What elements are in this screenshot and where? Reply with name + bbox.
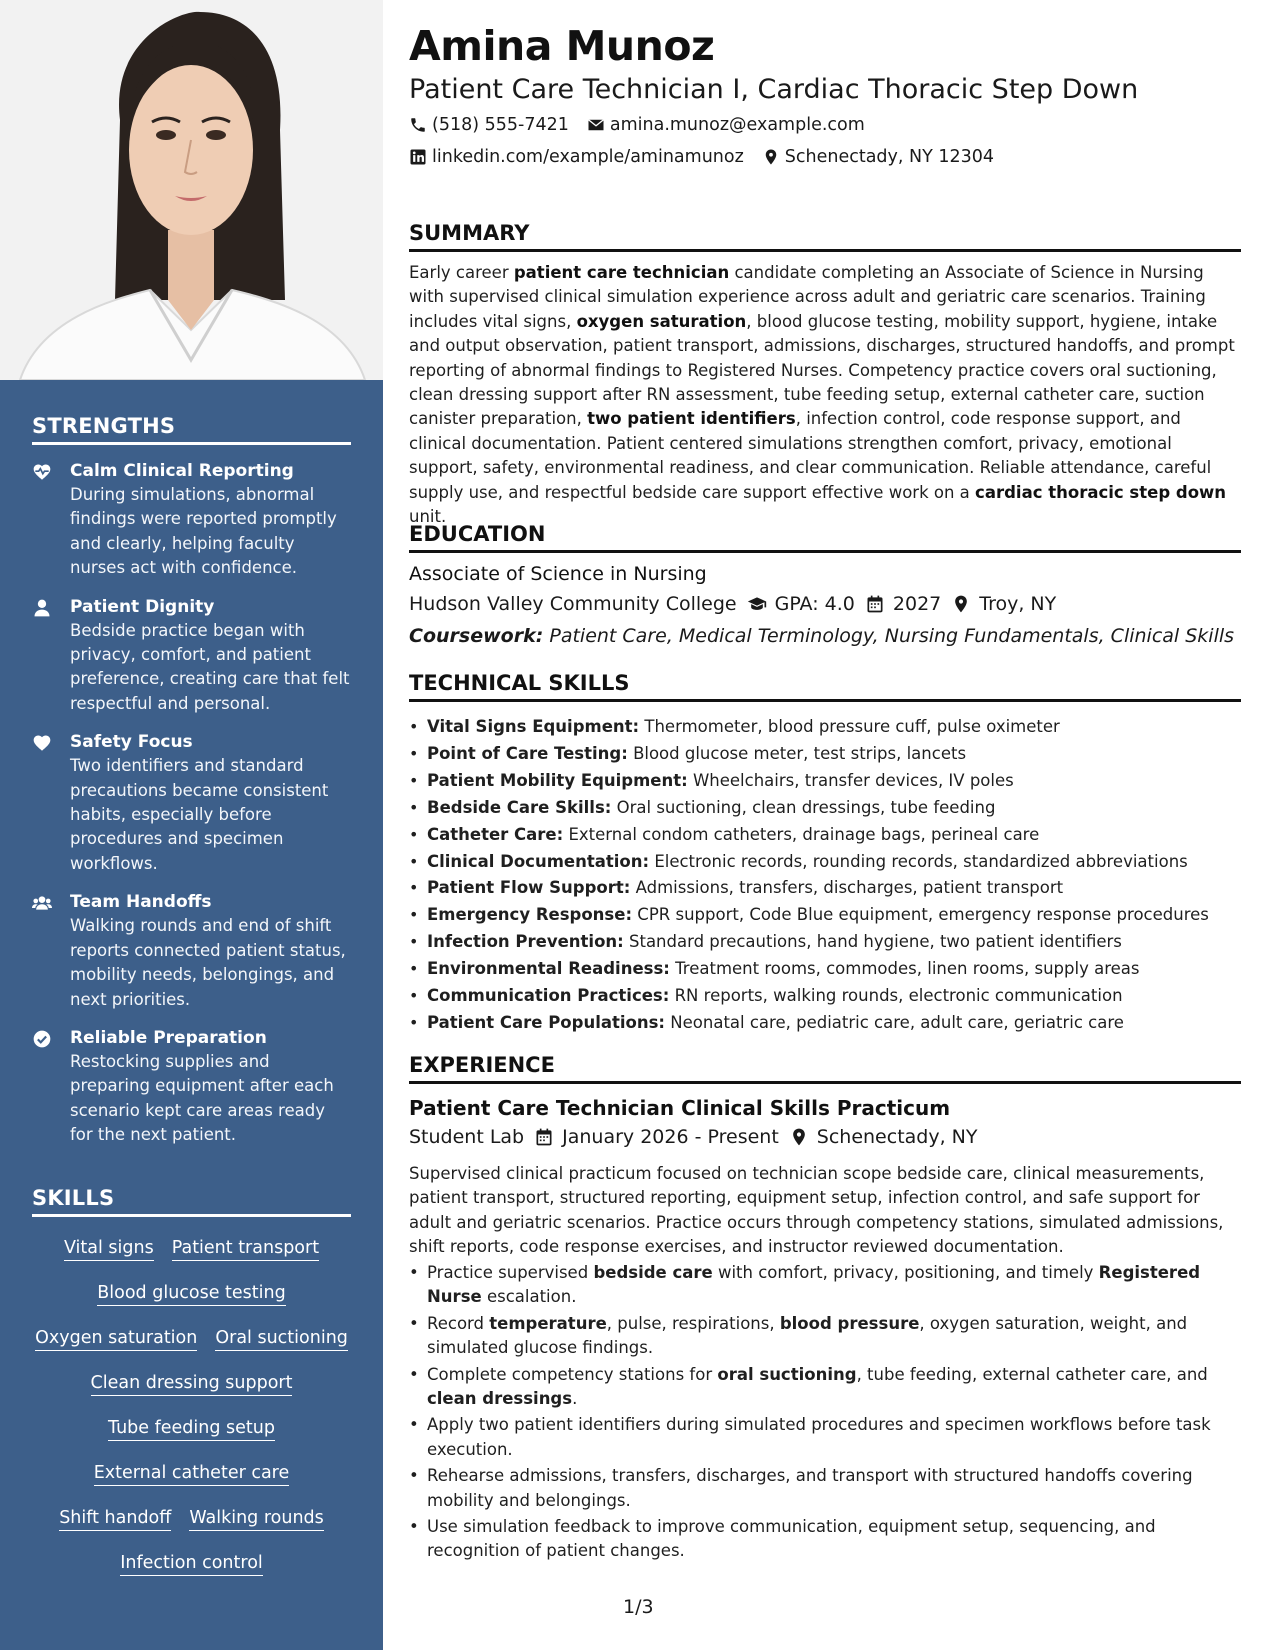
list-item (409, 1363, 1241, 1412)
graduation-year: 2027 (892, 593, 942, 615)
experience-location: Schenectady, NY (816, 1126, 978, 1148)
bold-text: cardiac thoracic step down (975, 482, 1227, 502)
bold-text: Registered Nurse (427, 1263, 1201, 1307)
heart-icon (32, 730, 70, 876)
experience-title: Patient Care Technician Clinical Skills Practicum (409, 1096, 951, 1120)
list-item: • Emergency Response: CPR support, Code Blue equipment, emergency response procedures (409, 902, 1241, 929)
skills-heading: SKILLS (32, 1186, 351, 1217)
text-run: , blood glucose testing, mobility support, hygiene, intake and output observation, patient transport, admissions, discharges, structured handoffs, and prompt reporting of abnormal findings to Registered Nurses. Competency practice covers oral suctioning, clean dressing support after RN assessment, tube feeding setup, external catheter care, suction canister preparation, (409, 311, 1235, 429)
check-circle-icon (32, 1026, 70, 1148)
coursework (409, 625, 1234, 647)
technical-skills-list (409, 714, 1241, 1037)
skills-section (32, 1186, 351, 1587)
map-pin-icon (951, 594, 971, 614)
experience-bullets (409, 1261, 1241, 1566)
skill-row (32, 1542, 351, 1587)
skill-row (32, 1227, 351, 1272)
skill-tag: Oral suctioning (215, 1328, 348, 1351)
text-run: , infection control, code response support, and clinical documentation. Patient centered simulations strengthen comfort, privacy, emotional support, safety, environmental readiness, and clear communication. Reliable attendance, careful supply use, and respectful bedside care support effective work on a (409, 409, 1212, 502)
text-run: Use simulation feedback to improve communication, equipment setup, sequencing, and recognition of patient changes. (427, 1517, 1156, 1561)
coursework-list: Patient Care, Medical Terminology, Nursing Fundamentals, Clinical Skills (549, 625, 1235, 647)
phone-icon (409, 116, 427, 134)
skill-tag: Patient transport (172, 1238, 319, 1261)
list-item: • Bedside Care Skills: Oral suctioning, clean dressings, tube feeding (409, 795, 1241, 822)
education-heading: EDUCATION (409, 522, 1241, 553)
bold-text: oral suctioning (717, 1364, 857, 1384)
technical-skills-heading: TECHNICAL SKILLS (409, 671, 1241, 702)
linkedin-contact[interactable] (409, 147, 744, 167)
strength-desc: Walking rounds and end of shift reports connected patient status, mobility needs, belongings, and next priorities. (70, 916, 346, 1009)
location-contact (762, 147, 994, 167)
coursework-label: Coursework: (409, 625, 544, 647)
experience-meta (409, 1126, 978, 1148)
bold-text: two patient identifiers (587, 409, 796, 429)
strength-title: Team Handoffs (70, 892, 212, 913)
list-item: • Point of Care Testing: Blood glucose meter, test strips, lancets (409, 741, 1241, 768)
degree-name: Associate of Science in Nursing (409, 563, 707, 585)
skill-tag: Clean dressing support (91, 1373, 293, 1396)
strength-title: Calm Clinical Reporting (70, 461, 294, 481)
bold-text: blood pressure (779, 1313, 920, 1333)
profile-photo (0, 0, 383, 380)
strength-title: Patient Dignity (70, 596, 215, 617)
strengths-section (32, 414, 351, 1148)
skill-row (32, 1452, 351, 1497)
skill-row (32, 1272, 351, 1317)
strength-item (32, 595, 351, 717)
portrait-image (0, 0, 383, 380)
text-run: unit. (409, 507, 447, 527)
list-item: • Infection Prevention: Standard precautions, hand hygiene, two patient identifiers (409, 929, 1241, 956)
calendar-icon (534, 1127, 554, 1147)
phone-text: (518) 555-7421 (432, 115, 569, 135)
text-run: Early career (409, 263, 514, 282)
list-item: • Catheter Care: External condom catheters, drainage bags, perineal care (409, 822, 1241, 849)
experience-heading: EXPERIENCE (409, 1053, 1241, 1084)
user-icon (32, 595, 70, 717)
list-item: • Patient Care Populations: Neonatal care, pediatric care, adult care, geriatric care (409, 1010, 1241, 1037)
gpa: GPA: 4.0 (774, 593, 855, 615)
text-run: Rehearse admissions, transfers, discharges, and transport with structured handoffs covering mobility and belongings. (427, 1466, 1193, 1510)
list-item: • Patient Mobility Equipment: Wheelchairs, transfer devices, IV poles (409, 768, 1241, 795)
skill-tag: Vital signs (64, 1238, 154, 1261)
list-item: • Communication Practices: RN reports, walking rounds, electronic communication (409, 983, 1241, 1010)
text-run: escalation. (481, 1287, 577, 1307)
bold-text: temperature (489, 1313, 607, 1333)
text-run: Practice supervised (427, 1263, 594, 1282)
strength-title: Safety Focus (70, 732, 193, 753)
linkedin-icon (409, 148, 427, 166)
bold-text: clean dressings (427, 1389, 573, 1409)
school-name: Hudson Valley Community College (409, 593, 737, 615)
calendar-icon (865, 594, 885, 614)
strength-item (32, 730, 351, 876)
text-run: Apply two patient identifiers during simulated procedures and specimen workflows before task execution. (427, 1415, 1211, 1459)
contact-row-2 (409, 147, 1012, 167)
strength-desc: During simulations, abnormal findings were reported promptly and clearly, helping faculty nurses act with confidence. (70, 485, 337, 578)
skill-row (32, 1317, 351, 1362)
skill-tag: Infection control (120, 1553, 263, 1576)
sidebar (0, 0, 383, 1650)
strength-item (32, 890, 351, 1012)
skill-row (32, 1407, 351, 1452)
list-item (409, 1413, 1241, 1462)
phone-contact[interactable] (409, 115, 569, 135)
list-item (409, 1312, 1241, 1361)
strength-item (32, 1026, 351, 1148)
text-run: , oxygen saturation, weight, and simulated glucose findings. (427, 1313, 1188, 1358)
skill-row (32, 1362, 351, 1407)
text-run: Complete competency stations for (427, 1364, 718, 1384)
education-details (409, 593, 1056, 615)
list-item (409, 1515, 1241, 1564)
location-text: Schenectady, NY 12304 (784, 147, 995, 167)
strength-desc: Restocking supplies and preparing equipment after each scenario kept care areas ready for the next patient. (70, 1051, 334, 1145)
map-pin-icon (789, 1127, 809, 1147)
text-run: , pulse, respirations, (606, 1313, 780, 1333)
summary-heading: SUMMARY (409, 221, 1241, 252)
list-item (409, 1261, 1241, 1310)
page-number: 1/3 (623, 1596, 654, 1618)
skill-tag: Tube feeding setup (108, 1418, 275, 1441)
list-item: • Clinical Documentation: Electronic records, rounding records, standardized abbreviations (409, 849, 1241, 876)
list-item: • Vital Signs Equipment: Thermometer, blood pressure cuff, pulse oximeter (409, 714, 1241, 741)
list-item (409, 1464, 1241, 1513)
skill-row (32, 1497, 351, 1542)
skill-tag: Walking rounds (189, 1508, 323, 1531)
job-title: Patient Care Technician I, Cardiac Thoracic Step Down (409, 74, 1139, 105)
person-name: Amina Munoz (409, 22, 715, 70)
skill-tag: External catheter care (94, 1463, 290, 1486)
users-icon (32, 890, 70, 1012)
bold-text: oxygen saturation (576, 311, 747, 331)
summary-text (409, 261, 1241, 529)
experience-description: Supervised clinical practicum focused on technician scope bedside care, clinical measurements, patient transport, structured reporting, equipment setup, infection control, and safe support for adult and geriatric scenarios. Practice occurs through competency stations, simulated admissions, shift reports, code response exercises, and instructor reviewed documentation. (409, 1164, 1224, 1257)
email-text: amina.munoz@example.com (609, 115, 865, 135)
strength-desc: Two identifiers and standard precautions became consistent habits, especially before procedures and specimen workflows. (70, 756, 329, 873)
contact-row (409, 115, 883, 135)
heartbeat-icon (32, 459, 70, 581)
experience-org: Student Lab (409, 1126, 525, 1148)
text-run: , tube feeding, external catheter care, and (856, 1364, 1208, 1384)
skills-tags (32, 1227, 351, 1587)
text-run: . (572, 1389, 578, 1409)
text-run: Record (427, 1313, 490, 1333)
list-item: • Patient Flow Support: Admissions, transfers, discharges, patient transport (409, 875, 1241, 902)
email-contact[interactable] (587, 115, 865, 135)
strength-item (32, 459, 351, 581)
map-pin-icon (762, 148, 780, 166)
envelope-icon (587, 116, 605, 134)
skill-tag: Blood glucose testing (97, 1283, 285, 1306)
graduation-cap-icon (747, 594, 767, 614)
experience-dates: January 2026 - Present (562, 1126, 779, 1148)
strength-desc: Bedside practice began with privacy, comfort, and patient preference, creating care that felt respectful and personal. (70, 620, 350, 713)
bold-text: patient care technician (513, 263, 730, 282)
text-run: candidate completing an Associate of Science in Nursing with supervised clinical simulation experience across adult and geriatric care scenarios. Training includes vital signs, (409, 263, 1206, 331)
skill-tag: Oxygen saturation (35, 1328, 197, 1351)
list-item: • Environmental Readiness: Treatment rooms, commodes, linen rooms, supply areas (409, 956, 1241, 983)
skill-tag: Shift handoff (59, 1508, 171, 1531)
strength-title: Reliable Preparation (70, 1027, 267, 1048)
linkedin-text: linkedin.com/example/aminamunoz (432, 147, 744, 167)
strengths-heading: STRENGTHS (32, 414, 351, 445)
text-run: with comfort, privacy, positioning, and timely (712, 1263, 1099, 1282)
school-location: Troy, NY (979, 593, 1057, 615)
bold-text: bedside care (593, 1263, 713, 1282)
